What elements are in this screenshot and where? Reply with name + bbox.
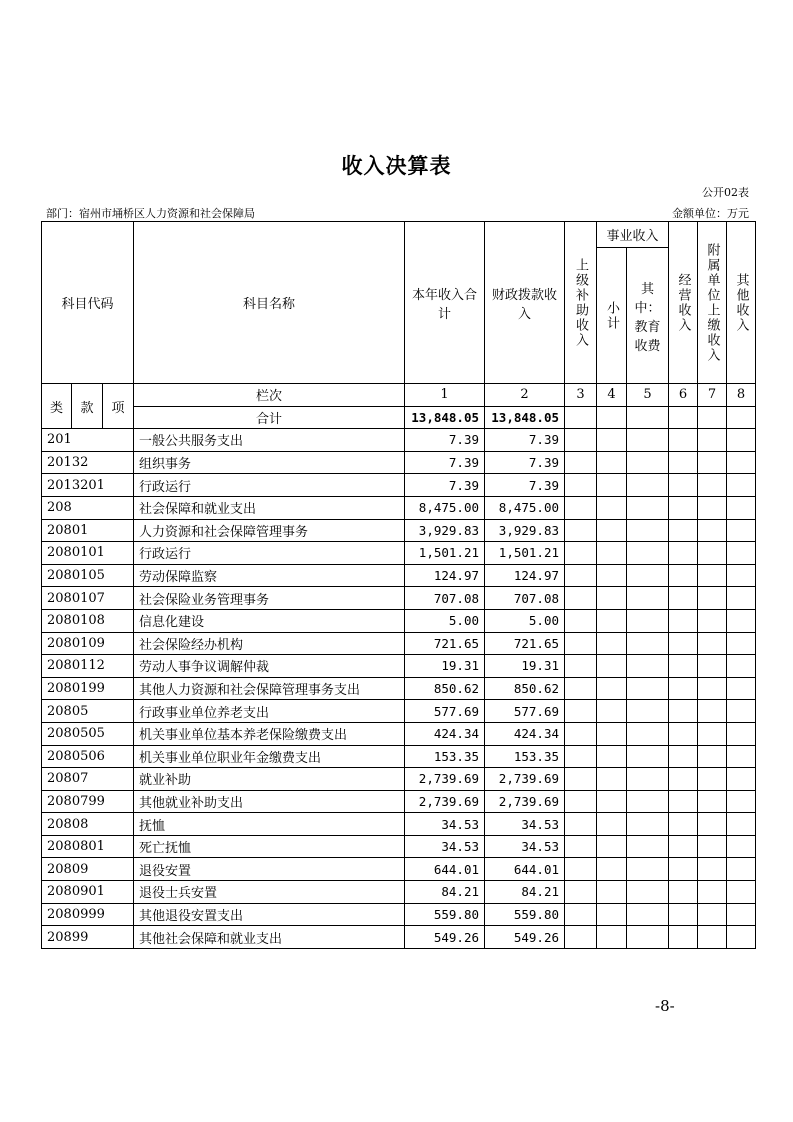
empty-cell <box>669 722 698 745</box>
row-fiscal: 153.35 <box>485 745 565 768</box>
table-row <box>42 903 756 926</box>
empty-cell <box>669 700 698 723</box>
empty-cell <box>597 451 627 474</box>
empty-cell <box>698 745 727 768</box>
empty-cell <box>727 813 756 836</box>
row-code: 2080101 <box>42 542 134 565</box>
empty-cell <box>669 813 698 836</box>
empty-cell <box>727 429 756 452</box>
empty-cell <box>669 542 698 565</box>
table-row <box>42 881 756 904</box>
row-code: 2080799 <box>42 790 134 813</box>
row-total: 644.01 <box>405 858 485 881</box>
empty-cell <box>727 700 756 723</box>
empty-cell <box>627 451 669 474</box>
empty-cell <box>727 745 756 768</box>
row-code: 2013201 <box>42 474 134 497</box>
empty-cell <box>727 881 756 904</box>
row-name: 死亡抚恤 <box>134 835 405 858</box>
row-code: 2080199 <box>42 677 134 700</box>
table-row <box>42 813 756 836</box>
empty-cell <box>669 926 698 949</box>
empty-cell <box>565 609 597 632</box>
row-fiscal: 549.26 <box>485 926 565 949</box>
row-code: 2080901 <box>42 881 134 904</box>
row-code: 20899 <box>42 926 134 949</box>
row-name: 就业补助 <box>134 768 405 791</box>
empty-cell <box>565 722 597 745</box>
row-fiscal: 721.65 <box>485 632 565 655</box>
row-name: 社会保险业务管理事务 <box>134 587 405 610</box>
table-row <box>42 790 756 813</box>
empty-cell <box>565 587 597 610</box>
header-other: 其他收入 <box>727 222 756 384</box>
row-name: 退役士兵安置 <box>134 881 405 904</box>
empty-cell <box>698 700 727 723</box>
empty-cell <box>698 609 727 632</box>
row-total: 549.26 <box>405 926 485 949</box>
empty-cell <box>565 451 597 474</box>
row-fiscal: 1,501.21 <box>485 542 565 565</box>
empty-cell <box>669 632 698 655</box>
empty-cell <box>597 835 627 858</box>
row-code: 20809 <box>42 858 134 881</box>
row-total: 559.80 <box>405 903 485 926</box>
empty-cell <box>565 881 597 904</box>
empty-cell <box>669 609 698 632</box>
empty-cell <box>727 655 756 678</box>
empty-cell <box>627 564 669 587</box>
header-xiang: 项 <box>103 384 134 429</box>
row-code: 2080505 <box>42 722 134 745</box>
income-table <box>41 221 756 949</box>
empty-cell <box>565 496 597 519</box>
empty-cell <box>727 496 756 519</box>
row-total: 3,929.83 <box>405 519 485 542</box>
empty-cell <box>698 451 727 474</box>
empty-cell <box>669 835 698 858</box>
row-total: 2,739.69 <box>405 790 485 813</box>
col-number: 4 <box>597 384 627 407</box>
row-total: 707.08 <box>405 587 485 610</box>
empty-cell <box>698 429 727 452</box>
row-code: 2080105 <box>42 564 134 587</box>
total-row-label: 合计 <box>134 406 405 429</box>
empty-cell <box>669 677 698 700</box>
table-row <box>42 700 756 723</box>
empty-cell <box>669 768 698 791</box>
empty-cell <box>597 474 627 497</box>
empty-cell <box>698 835 727 858</box>
empty-cell <box>565 429 597 452</box>
empty-cell <box>597 429 627 452</box>
empty-cell <box>627 926 669 949</box>
empty-cell <box>698 858 727 881</box>
table-row <box>42 496 756 519</box>
empty-cell <box>565 564 597 587</box>
table-row <box>42 451 756 474</box>
row-total: 8,475.00 <box>405 496 485 519</box>
row-name: 机关事业单位职业年金缴费支出 <box>134 745 405 768</box>
row-name: 其他社会保障和就业支出 <box>134 926 405 949</box>
empty-cell <box>727 474 756 497</box>
row-code: 20807 <box>42 768 134 791</box>
table-row <box>42 632 756 655</box>
header-business-income: 事业收入 <box>597 222 669 248</box>
header-affiliated: 附属单位上缴收入 <box>698 222 727 384</box>
empty-cell <box>698 587 727 610</box>
empty-cell <box>698 881 727 904</box>
empty-cell <box>727 587 756 610</box>
empty-cell <box>698 677 727 700</box>
empty-cell <box>597 587 627 610</box>
empty-cell <box>627 677 669 700</box>
empty-cell <box>669 564 698 587</box>
empty-cell <box>727 926 756 949</box>
row-fiscal: 3,929.83 <box>485 519 565 542</box>
empty-cell <box>627 813 669 836</box>
empty-cell <box>669 429 698 452</box>
row-fiscal: 34.53 <box>485 835 565 858</box>
row-code: 2080112 <box>42 655 134 678</box>
table-row <box>42 519 756 542</box>
empty-cell <box>597 406 627 429</box>
empty-cell <box>597 790 627 813</box>
header-total-income: 本年收入合计 <box>405 222 485 384</box>
empty-cell <box>565 926 597 949</box>
row-code: 2080801 <box>42 835 134 858</box>
empty-cell <box>597 519 627 542</box>
empty-cell <box>669 587 698 610</box>
row-total: 7.39 <box>405 451 485 474</box>
empty-cell <box>669 406 698 429</box>
empty-cell <box>597 881 627 904</box>
row-code: 2080108 <box>42 609 134 632</box>
empty-cell <box>627 519 669 542</box>
row-code: 2080506 <box>42 745 134 768</box>
empty-cell <box>597 632 627 655</box>
table-row <box>42 564 756 587</box>
empty-cell <box>597 564 627 587</box>
empty-cell <box>698 903 727 926</box>
empty-cell <box>627 745 669 768</box>
empty-cell <box>597 700 627 723</box>
form-number: 公开02表 <box>702 186 749 199</box>
row-name: 社会保险经办机构 <box>134 632 405 655</box>
table-row <box>42 926 756 949</box>
row-fiscal: 7.39 <box>485 474 565 497</box>
empty-cell <box>627 700 669 723</box>
row-code: 2080109 <box>42 632 134 655</box>
header-code: 科目代码 <box>42 222 134 384</box>
empty-cell <box>669 519 698 542</box>
empty-cell <box>669 496 698 519</box>
empty-cell <box>698 564 727 587</box>
row-fiscal: 124.97 <box>485 564 565 587</box>
row-total: 424.34 <box>405 722 485 745</box>
row-code: 201 <box>42 429 134 452</box>
empty-cell <box>597 745 627 768</box>
row-name: 信息化建设 <box>134 609 405 632</box>
row-name: 劳动人事争议调解仲裁 <box>134 655 405 678</box>
row-total: 577.69 <box>405 700 485 723</box>
header-operating: 经营收入 <box>669 222 698 384</box>
row-fiscal: 34.53 <box>485 813 565 836</box>
row-name: 抚恤 <box>134 813 405 836</box>
row-total: 2,739.69 <box>405 768 485 791</box>
empty-cell <box>698 722 727 745</box>
empty-cell <box>597 722 627 745</box>
empty-cell <box>698 519 727 542</box>
table-row <box>42 587 756 610</box>
row-total: 84.21 <box>405 881 485 904</box>
empty-cell <box>727 903 756 926</box>
empty-cell <box>565 903 597 926</box>
empty-cell <box>597 496 627 519</box>
empty-cell <box>698 632 727 655</box>
empty-cell <box>727 858 756 881</box>
empty-cell <box>727 519 756 542</box>
col-number: 2 <box>485 384 565 407</box>
empty-cell <box>565 790 597 813</box>
empty-cell <box>627 632 669 655</box>
table-row <box>42 542 756 565</box>
empty-cell <box>698 768 727 791</box>
row-fiscal: 8,475.00 <box>485 496 565 519</box>
empty-cell <box>669 858 698 881</box>
col-number: 3 <box>565 384 597 407</box>
empty-cell <box>597 903 627 926</box>
row-fiscal: 850.62 <box>485 677 565 700</box>
empty-cell <box>565 700 597 723</box>
table-row <box>42 745 756 768</box>
row-fiscal: 424.34 <box>485 722 565 745</box>
row-name: 行政运行 <box>134 474 405 497</box>
column-index-label: 栏次 <box>134 384 405 407</box>
empty-cell <box>669 881 698 904</box>
empty-cell <box>565 474 597 497</box>
row-fiscal: 19.31 <box>485 655 565 678</box>
empty-cell <box>565 677 597 700</box>
empty-cell <box>698 406 727 429</box>
empty-cell <box>627 474 669 497</box>
empty-cell <box>727 609 756 632</box>
empty-cell <box>669 474 698 497</box>
empty-cell <box>669 745 698 768</box>
empty-cell <box>727 835 756 858</box>
header-fiscal: 财政拨款收入 <box>485 222 565 384</box>
row-code: 20808 <box>42 813 134 836</box>
empty-cell <box>565 655 597 678</box>
row-fiscal: 5.00 <box>485 609 565 632</box>
row-code: 20805 <box>42 700 134 723</box>
empty-cell <box>627 655 669 678</box>
col-number: 1 <box>405 384 485 407</box>
row-fiscal: 2,739.69 <box>485 790 565 813</box>
empty-cell <box>698 926 727 949</box>
header-kuan: 款 <box>72 384 103 429</box>
empty-cell <box>627 790 669 813</box>
empty-cell <box>627 768 669 791</box>
unit-label: 金额单位：万元 <box>672 207 749 220</box>
col-number: 6 <box>669 384 698 407</box>
empty-cell <box>698 496 727 519</box>
table-row <box>42 429 756 452</box>
row-name: 劳动保障监察 <box>134 564 405 587</box>
row-total: 19.31 <box>405 655 485 678</box>
empty-cell <box>565 632 597 655</box>
empty-cell <box>627 881 669 904</box>
empty-cell <box>597 655 627 678</box>
empty-cell <box>698 474 727 497</box>
empty-cell <box>727 722 756 745</box>
row-code: 20132 <box>42 451 134 474</box>
empty-cell <box>597 858 627 881</box>
empty-cell <box>727 768 756 791</box>
col-number: 5 <box>627 384 669 407</box>
empty-cell <box>597 677 627 700</box>
row-name: 一般公共服务支出 <box>134 429 405 452</box>
header-name: 科目名称 <box>134 222 405 384</box>
empty-cell <box>698 790 727 813</box>
empty-cell <box>627 722 669 745</box>
table-row <box>42 677 756 700</box>
empty-cell <box>597 926 627 949</box>
row-fiscal: 577.69 <box>485 700 565 723</box>
row-total: 124.97 <box>405 564 485 587</box>
empty-cell <box>627 903 669 926</box>
empty-cell <box>727 632 756 655</box>
row-fiscal: 7.39 <box>485 429 565 452</box>
header-education-fee: 其中：教育收费 <box>627 248 669 384</box>
row-total: 34.53 <box>405 813 485 836</box>
empty-cell <box>565 768 597 791</box>
page-number: -8- <box>655 997 675 1015</box>
empty-cell <box>627 429 669 452</box>
header-lei: 类 <box>42 384 72 429</box>
empty-cell <box>727 451 756 474</box>
empty-cell <box>565 406 597 429</box>
header-superior-subsidy: 上级补助收入 <box>565 222 597 384</box>
table-row <box>42 609 756 632</box>
table-row <box>42 655 756 678</box>
empty-cell <box>565 519 597 542</box>
row-name: 退役安置 <box>134 858 405 881</box>
row-total: 7.39 <box>405 474 485 497</box>
total-row-total: 13,848.05 <box>405 406 485 429</box>
empty-cell <box>727 406 756 429</box>
row-fiscal: 84.21 <box>485 881 565 904</box>
row-name: 行政运行 <box>134 542 405 565</box>
empty-cell <box>565 813 597 836</box>
row-fiscal: 644.01 <box>485 858 565 881</box>
row-code: 20801 <box>42 519 134 542</box>
row-fiscal: 2,739.69 <box>485 768 565 791</box>
empty-cell <box>627 542 669 565</box>
empty-cell <box>669 790 698 813</box>
department-label: 部门：宿州市埇桥区人力资源和社会保障局 <box>46 207 255 220</box>
table-row <box>42 768 756 791</box>
row-name: 组织事务 <box>134 451 405 474</box>
row-name: 人力资源和社会保障管理事务 <box>134 519 405 542</box>
empty-cell <box>597 813 627 836</box>
empty-cell <box>597 542 627 565</box>
table-row <box>42 858 756 881</box>
empty-cell <box>597 609 627 632</box>
row-name: 其他就业补助支出 <box>134 790 405 813</box>
row-name: 社会保障和就业支出 <box>134 496 405 519</box>
empty-cell <box>669 451 698 474</box>
page-title: 收入决算表 <box>341 153 452 178</box>
table-row <box>42 474 756 497</box>
empty-cell <box>627 609 669 632</box>
row-total: 721.65 <box>405 632 485 655</box>
row-name: 行政事业单位养老支出 <box>134 700 405 723</box>
empty-cell <box>627 858 669 881</box>
empty-cell <box>627 587 669 610</box>
row-code: 208 <box>42 496 134 519</box>
empty-cell <box>565 745 597 768</box>
row-name: 其他退役安置支出 <box>134 903 405 926</box>
row-total: 34.53 <box>405 835 485 858</box>
empty-cell <box>627 406 669 429</box>
row-name: 机关事业单位基本养老保险缴费支出 <box>134 722 405 745</box>
table-row <box>42 722 756 745</box>
row-total: 7.39 <box>405 429 485 452</box>
empty-cell <box>698 813 727 836</box>
row-fiscal: 559.80 <box>485 903 565 926</box>
empty-cell <box>627 835 669 858</box>
row-code: 2080999 <box>42 903 134 926</box>
row-total: 5.00 <box>405 609 485 632</box>
empty-cell <box>627 496 669 519</box>
empty-cell <box>597 768 627 791</box>
row-name: 其他人力资源和社会保障管理事务支出 <box>134 677 405 700</box>
empty-cell <box>669 655 698 678</box>
empty-cell <box>727 542 756 565</box>
empty-cell <box>727 790 756 813</box>
empty-cell <box>698 655 727 678</box>
row-code: 2080107 <box>42 587 134 610</box>
row-total: 850.62 <box>405 677 485 700</box>
row-fiscal: 707.08 <box>485 587 565 610</box>
row-fiscal: 7.39 <box>485 451 565 474</box>
empty-cell <box>669 903 698 926</box>
empty-cell <box>565 858 597 881</box>
empty-cell <box>727 564 756 587</box>
empty-cell <box>565 835 597 858</box>
col-number: 7 <box>698 384 727 407</box>
table-row <box>42 835 756 858</box>
header-subtotal: 小计 <box>597 248 627 384</box>
row-total: 153.35 <box>405 745 485 768</box>
row-total: 1,501.21 <box>405 542 485 565</box>
empty-cell <box>698 542 727 565</box>
empty-cell <box>727 677 756 700</box>
empty-cell <box>565 542 597 565</box>
total-row-fiscal: 13,848.05 <box>485 406 565 429</box>
col-number: 8 <box>727 384 756 407</box>
